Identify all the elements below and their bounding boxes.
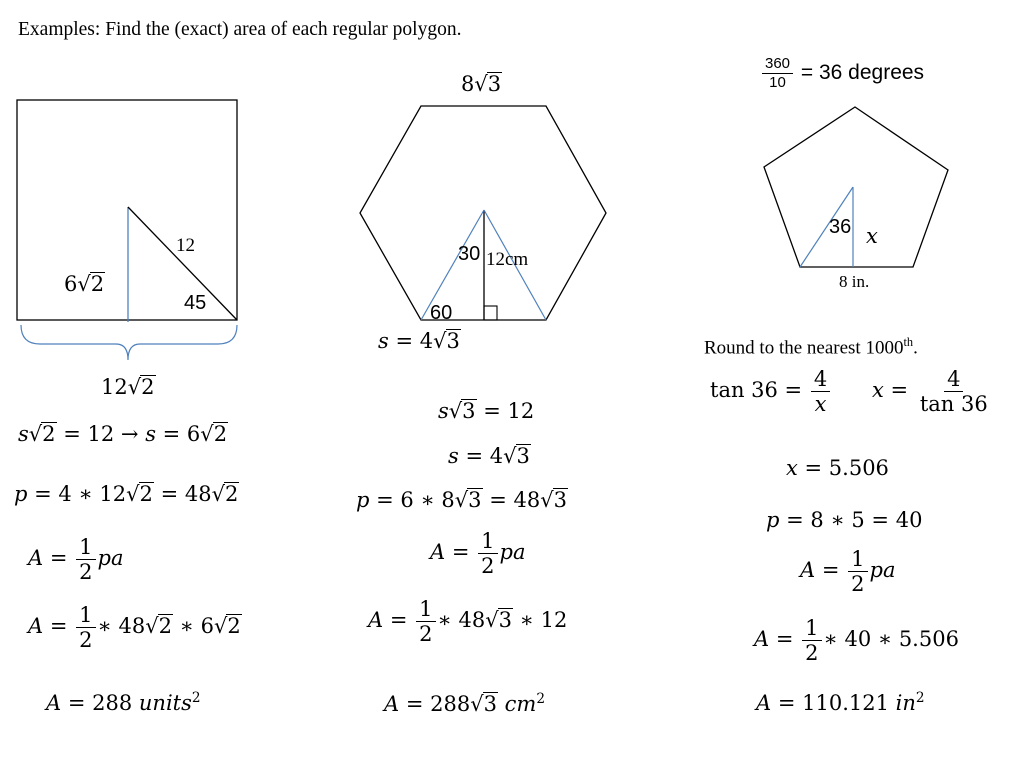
square-area-substitution: A = $\frac{1}{2}$ ∗ 48√2 ∗ 6√2 bbox=[28, 603, 241, 653]
square-area-formula: A = $\frac{1}{2}$ pa bbox=[28, 535, 124, 585]
hexagon-area-substitution: A = $\frac{1}{2}$ ∗ 48√3 ∗ 12 bbox=[368, 597, 568, 647]
hexagon-angle30-label: 30 bbox=[458, 243, 481, 265]
pentagon-area-substitution: A = $\frac{1}{2}$ ∗ 40 ∗ 5.506 bbox=[754, 616, 959, 666]
pentagon-x-equation: x = $\frac{4}{\tan 36}$ bbox=[872, 367, 988, 417]
right-angle-marker bbox=[484, 306, 497, 320]
pentagon-side-label: 8 in. bbox=[839, 272, 870, 291]
hexagon-area-formula: A = $\frac{1}{2}$ pa bbox=[430, 529, 526, 579]
pentagon-angle36-label: 36 bbox=[829, 216, 852, 238]
page-title: Examples: Find the (exact) area of each regular polygon. bbox=[18, 19, 462, 40]
hexagon-angle60-label: 60 bbox=[430, 302, 453, 324]
hexagon-perimeter-equation: p = 6 ∗ 8√3 = 48√3 bbox=[356, 488, 567, 512]
hexagon-side-equation: s√3 = 12 bbox=[438, 399, 535, 423]
square-area-result: A = 288 units$^2$ bbox=[46, 690, 201, 715]
hexagon-side-label: 8√3 bbox=[461, 72, 502, 96]
pentagon-shape bbox=[764, 107, 948, 267]
hexagon-s-label: s = 4√3 bbox=[378, 329, 460, 353]
pentagon-central-angle: $\frac{360}{10}$ = 36 degrees bbox=[760, 56, 924, 91]
square-perimeter-equation: p = 4 ∗ 12√2 = 48√2 bbox=[14, 482, 239, 506]
square-leg-label: 6√2 bbox=[64, 272, 105, 296]
square-shape bbox=[17, 100, 237, 320]
square-hypotenuse-label: 12 bbox=[176, 235, 195, 256]
pentagon-tan-equation: tan 36 = $\frac{4}{x}$ bbox=[710, 368, 832, 415]
square-base-brace bbox=[21, 325, 237, 360]
pentagon-x-label: x bbox=[866, 224, 878, 248]
pentagon-area-result: A = 110.121 $in^2$ bbox=[756, 690, 925, 715]
square-side-equation: s√2 = 12 → s = 6√2 bbox=[18, 422, 228, 446]
pentagon-perimeter-equation: p = 8 ∗ 5 = 40 bbox=[766, 508, 923, 532]
square-base-label: 12√2 bbox=[101, 375, 155, 399]
pentagon-area-formula: A = $\frac{1}{2}$ pa bbox=[800, 547, 896, 597]
hexagon-apothem-label: 12cm bbox=[486, 249, 529, 270]
square-angle-label: 45 bbox=[184, 292, 207, 314]
hexagon-shape bbox=[360, 106, 606, 320]
hexagon-side-result: s = 4√3 bbox=[448, 444, 530, 468]
hexagon-area-result: A = 288√3 $cm^2$ bbox=[384, 691, 546, 716]
round-instruction: Round to the nearest 1000th. bbox=[704, 335, 918, 359]
pentagon-x-result: x = 5.506 bbox=[786, 456, 889, 480]
square-radius-line bbox=[128, 207, 237, 320]
